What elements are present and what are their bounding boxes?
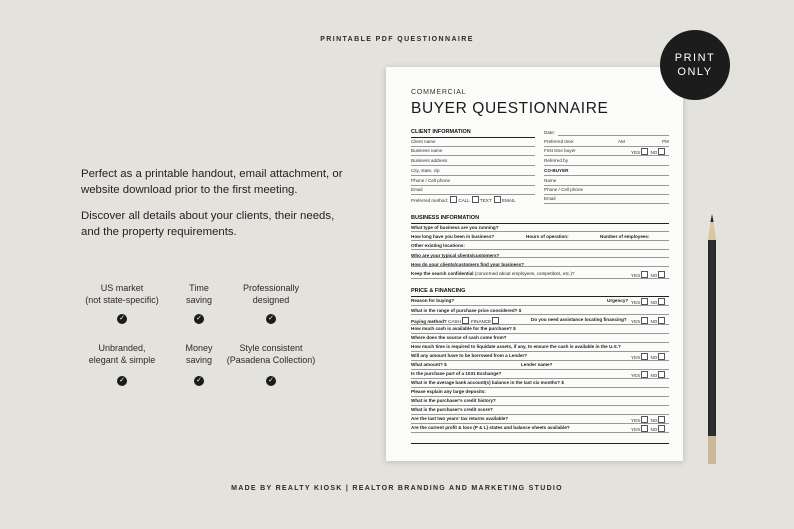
yes-no-toggle[interactable] [631,416,666,423]
top-caption: PRINTABLE PDF QUESTIONNAIRE [320,36,474,43]
feature-label: designed [252,295,290,305]
checkbox-yes[interactable] [641,353,648,360]
yes-label: YES [631,273,641,278]
yes-label: YES [631,300,641,305]
field-line [411,185,535,186]
feature-label: saving [185,355,212,365]
field-line [544,155,669,156]
hours-label: Hours of operation: [526,234,569,239]
field-label: Phone / Cell phone [411,178,451,183]
answer-line [411,351,669,352]
checkbox-no[interactable] [658,317,665,324]
yes-no-toggle[interactable] [631,271,666,278]
section-heading-price: PRICE & FINANCING [411,288,466,294]
field-line [544,165,669,166]
question-label: Please explain any large deposits: [411,389,486,394]
answer-line [411,342,669,343]
check-icon: ✓ [194,376,204,386]
question-label: Keep the search confidential [411,271,474,276]
question-label: How do your clients/customers find your business? [411,262,525,267]
date-line [558,135,669,136]
question-label: Are the last two years' tax returns available? [411,416,509,421]
section-heading-business: BUSINESS INFORMATION [411,215,480,221]
question-label: Is the purchase part of a 1031 Exchange? [411,371,502,376]
employees-label: Number of employees: [600,234,650,239]
section-rule [411,223,669,224]
field-line [411,175,535,176]
field-label: Client name [411,139,436,144]
question-label: How long have you been in business? [411,234,495,239]
checkbox-call[interactable] [450,196,457,203]
check-icon: ✓ [117,314,127,324]
question-label: Reason for buying? [411,298,455,303]
question-label: Other existing locations: [411,243,465,248]
checkbox-yes[interactable] [641,425,648,432]
answer-line [411,396,669,397]
no-label: NO [650,418,658,423]
question-label: Where does the source of cash come from? [411,335,507,340]
field-label: Email [544,196,556,201]
answer-line [411,240,669,241]
question-label: Are the current profit & loss (P & L) states and balance sheets available? [411,425,570,430]
document-title: BUYER QUESTIONNAIRE [411,100,609,117]
no-label: NO [650,319,658,324]
answer-line [411,369,669,370]
option-label: FINANCE [471,319,492,324]
feature-item [216,342,326,384]
feature-row [80,342,320,434]
feature-label: Style consistent [239,343,303,353]
no-label: NO [650,427,658,432]
question-label: What is the purchaser's credit score? [411,407,493,412]
checkbox-yes[interactable] [641,271,648,278]
checkbox-no[interactable] [658,425,665,432]
answer-line [411,405,669,406]
answer-line [411,378,669,379]
questionnaire-sheet [386,67,683,461]
locating-label: Do you need assistance locating financing? [531,317,627,322]
urgency-label: Urgency? [607,298,629,303]
checkbox-yes[interactable] [641,298,648,305]
yes-label: YES [631,150,641,155]
question-label: What amount? $ [411,362,447,367]
field-line [544,175,669,176]
date-label: Date: [544,130,555,135]
question-label: How much cash is available for the purchase? $ [411,326,516,331]
field-label: Email [411,187,423,192]
field-line [411,146,535,147]
no-label: NO [650,300,658,305]
question-label: What type of business are you running? [411,225,499,230]
field-label: Preferred method: [411,198,449,203]
field-label: City, state, zip [411,168,440,173]
description-second: Discover all details about your clients, their needs, and the property requirements. [81,210,335,238]
question-label: Who are your typical clients/customers? [411,253,500,258]
option-label: EMAIL [501,198,516,203]
yes-no-toggle[interactable] [631,148,666,155]
check-icon: ✓ [266,314,276,324]
checkbox-yes[interactable] [641,317,648,324]
field-line [411,165,535,166]
question-label: What is the purchaser's credit history? [411,398,496,403]
lender-label: Lender name? [521,362,553,367]
checkbox-text[interactable] [472,196,479,203]
answer-line [411,423,669,424]
feature-label: elegant & simple [88,355,156,365]
yes-no-toggle[interactable] [631,371,666,378]
feature-label: (not state-specific) [85,295,159,305]
print-only-badge [660,30,730,100]
question-note: (concerned about employees, competitors, etc.)? [474,271,575,276]
answer-line [411,231,669,232]
yes-no-toggle[interactable] [631,353,666,360]
field-line [544,185,669,186]
field-label: Phone / Cell phone [544,187,584,192]
am-label: AM [618,139,625,144]
answer-line [411,432,669,433]
pm-label: PM [662,139,669,144]
yes-label: YES [631,418,641,423]
question-label: How much time is required to liquidate assets, if any, to ensure the cash is available in the U.S.? [411,344,621,349]
yes-label: YES [631,427,641,432]
answer-line [411,305,669,306]
badge-line: PRINT [674,52,716,64]
feature-label: Unbranded, [98,343,146,353]
option-label: CASH [448,319,461,324]
no-label: NO [650,150,658,155]
check-icon: ✓ [194,314,204,324]
checkbox-no[interactable] [658,298,665,305]
option-label: TEXT [479,198,492,203]
answer-line [411,314,669,315]
bottom-rule [411,443,669,444]
answer-line [411,387,669,388]
check-icon: ✓ [266,376,276,386]
yes-label: YES [631,355,641,360]
check-icon: ✓ [117,376,127,386]
answer-line [411,414,669,415]
field-label: Referred by [544,158,569,163]
checkbox-no[interactable] [658,416,665,423]
feature-grid [80,282,320,434]
feature-label: Time [189,283,209,293]
feature-item [216,282,326,322]
field-line [544,146,669,147]
option-label: CALL [458,198,470,203]
feature-label: Money [185,343,213,353]
yes-no-toggle[interactable] [631,317,666,324]
document-kicker: COMMERCIAL [411,89,467,96]
checkbox-yes[interactable] [641,371,648,378]
answer-line [411,324,669,325]
checkbox-yes[interactable] [641,416,648,423]
field-label: First time buyer [544,148,576,153]
yes-label: YES [631,319,641,324]
field-label: Preferred time: [544,139,575,144]
checkbox-cash[interactable] [462,317,469,324]
field-label: CO-BUYER [544,168,569,173]
field-label: Name [544,178,557,183]
confidential-row [411,271,574,277]
field-line [544,203,669,204]
field-line [411,194,535,195]
feature-label: saving [185,295,212,305]
section-rule [411,296,669,297]
yes-label: YES [631,373,641,378]
checkbox-finance[interactable] [492,317,499,324]
answer-line [411,333,669,334]
badge-line: ONLY [677,66,713,78]
checkbox-yes[interactable] [641,148,648,155]
no-label: NO [650,273,658,278]
yes-no-toggle[interactable] [631,298,666,305]
feature-label: (Pasadena Collection) [226,355,316,365]
question-label: What is the average bank account(s) balance in the last six months? $ [411,380,564,385]
no-label: NO [650,373,658,378]
checkbox-no[interactable] [658,371,665,378]
question-label: Will any amount have to be borrowed from a Lender? [411,353,528,358]
pencil-illustration [707,214,717,464]
field-line [544,194,669,195]
answer-line [411,249,669,250]
section-heading-client: CLIENT INFORMATION [411,129,471,135]
preferred-method-row [411,196,516,204]
feature-label: US market [100,283,144,293]
feature-label: Professionally [242,283,300,293]
question-label: Paying method? [411,319,447,324]
field-label: Business name [411,148,443,153]
field-label: Business address [411,158,448,163]
no-label: NO [650,355,658,360]
section-rule [411,137,535,138]
checkbox-no[interactable] [658,148,665,155]
checkbox-no[interactable] [658,271,665,278]
answer-line [411,360,669,361]
answer-line [411,278,669,279]
checkbox-email[interactable] [494,196,501,203]
question-label: What is the range of purchase price considered? $ [411,308,522,313]
description-first: Perfect as a printable handout, email attachment, or website download prior to the first meeting. [81,168,343,196]
yes-no-toggle[interactable] [631,425,666,432]
field-line [411,155,535,156]
checkbox-no[interactable] [658,353,665,360]
bottom-caption: MADE BY REALTY KIOSK | REALTOR BRANDING AND MARKETING STUDIO [231,485,563,492]
